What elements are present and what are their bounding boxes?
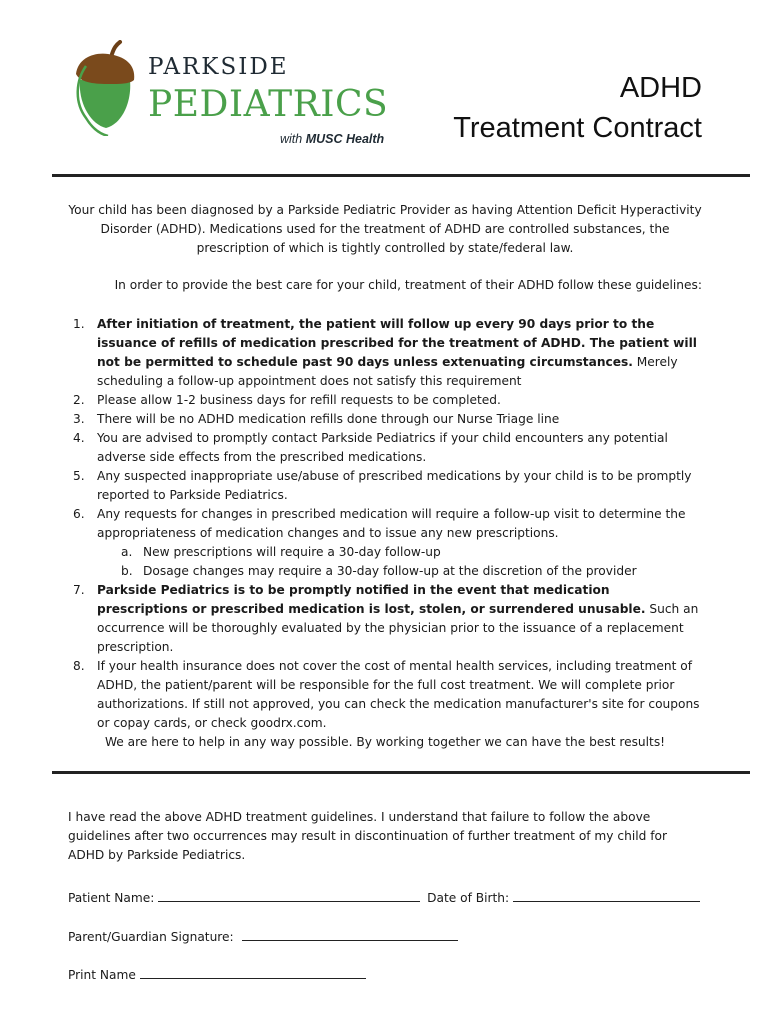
print-name-field[interactable] — [140, 966, 366, 979]
guardian-signature-field[interactable] — [242, 928, 458, 941]
document-title — [453, 68, 702, 148]
logo-text-parkside: PARKSIDE — [148, 54, 289, 80]
closing-statement: We are here to help in any way possible. By working together we can have the best results! — [104, 735, 666, 749]
patient-name-field[interactable] — [158, 889, 420, 902]
title-line-1: ADHD — [619, 72, 702, 104]
guideline-item: 1. After initiation of treatment, the patient will follow up every 90 days prior to the issuance of refills of medication prescribed for the treatment of ADHD. The patient will not be permitted to schedule past 90 days unless extenuating circumstances. Merely scheduling a follow-up appointment does not satisfy this requirement — [73, 317, 697, 388]
print-name-label: Print Name — [68, 968, 136, 982]
intro-paragraph: Your child has been diagnosed by a Parkside Pediatric Provider as having Attention Deficit Hyperactivity Disorder (ADHD). Medications used for the treatment of ADHD are controlled substances, the prescription of which is tightly controlled by state/federal law. — [68, 203, 702, 255]
patient-info-row — [68, 889, 700, 908]
top-divider — [52, 174, 750, 177]
guideline-item: 2. Please allow 1-2 business days for refill requests to be completed. — [73, 393, 501, 407]
guideline-item: 8. If your health insurance does not cover the cost of mental health services, including treatment of ADHD, the patient/parent will be responsible for the full cost treatment. We will complete prior authorizations. If still not approved, you can check the medication manufacturer's site for coupons or copay cards, or check goodrx.com. — [73, 659, 700, 730]
guideline-subitem: a. New prescriptions will require a 30-day follow-up — [121, 545, 441, 559]
patient-name-label: Patient Name: — [68, 891, 155, 905]
dob-label: Date of Birth: — [427, 891, 510, 905]
guideline-item: 3. There will be no ADHD medication refills done through our Nurse Triage line — [73, 412, 560, 426]
title-line-2: Treatment Contract — [453, 112, 702, 144]
guidelines-lead: In order to provide the best care for your child, treatment of their ADHD follow these guidelines: — [114, 278, 702, 292]
guidelines-list — [68, 315, 702, 733]
guideline-item: 5. Any suspected inappropriate use/abuse of prescribed medications by your child is to be promptly reported to Parkside Pediatrics. — [73, 469, 692, 502]
acorn-icon — [72, 40, 144, 136]
acknowledgement-paragraph: I have read the above ADHD treatment guidelines. I understand that failure to follow the above guidelines after two occurrences may result in discontinuation of further treatment of my child for ADHD by Parkside Pediatrics. — [68, 810, 667, 862]
dob-field[interactable] — [513, 889, 700, 902]
guideline-item: 6. Any requests for changes in prescribed medication will require a follow-up visit to determine the appropriateness of medication changes and to issue any new prescriptions. a. New prescriptions will require a 30-day follow-up b. Dosage changes may require a 30-day follow-up at the discretion of the provider — [68, 505, 702, 581]
guideline-subitem: b. Dosage changes may require a 30-day follow-up at the discretion of the provider — [121, 564, 637, 578]
logo-text-pediatrics: PEDIATRICS — [148, 84, 389, 125]
guideline-sublist — [97, 543, 702, 581]
guardian-signature-label: Parent/Guardian Signature: — [68, 930, 234, 944]
guideline-item: 7. Parkside Pediatrics is to be promptly notified in the event that medication prescriptions or prescribed medication is lost, stolen, or surrendered unusable. Such an occurrence will be thoroughly evaluated by the physician prior to the issuance of a replacement prescription. — [73, 583, 699, 654]
bottom-divider — [52, 771, 750, 774]
guideline-item: 4. You are advised to promptly contact Parkside Pediatrics if your child encounters any potential adverse side effects from the prescribed medications. — [73, 431, 668, 464]
parkside-pediatrics-logo — [72, 40, 402, 150]
print-name-row — [68, 966, 366, 985]
guardian-signature-row — [68, 928, 458, 947]
logo-text-musc: with MUSC Health — [280, 132, 385, 146]
